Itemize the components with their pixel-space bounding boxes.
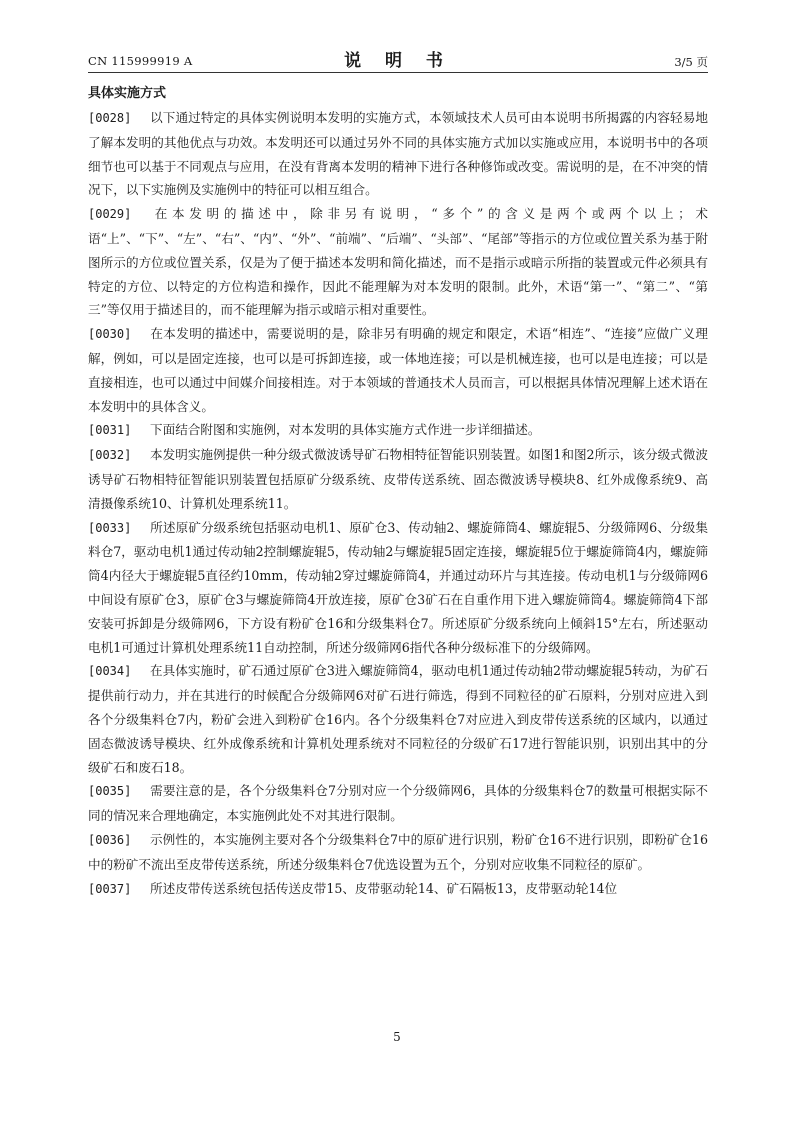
page-info: 3/5 页: [674, 55, 708, 69]
paragraph-number: [0028]: [88, 111, 132, 125]
paragraph-number: [0035]: [88, 784, 132, 799]
paragraph-text: 所述原矿分级系统包括驱动电机1、原矿仓3、传动轴2、螺旋筛筒4、螺旋辊5、分级筛网6、分级集料仓7，驱动电机1通过传动轴2控制螺旋辊5，传动轴2与螺旋辊5固定连接，螺旋辊5位于螺旋筛筒4内，螺旋筛筒4内径大于螺旋辊5直径约10mm，传动轴2穿过螺旋筛筒4，并通过动环片与其连接。传动电机1与分级筛网6中间设有原矿仓3，原矿仓3与螺旋筛筒4开放连接，原矿仓3矿石在自重作用下进入螺旋筛筒4。螺旋筛筒4下部安装可拆卸是分级筛网6，下方设有粉矿仓16和分级集料仓7。所述原矿分级系统向上倾斜15°左右，所述驱动电机1可通过计算机处理系统11自动控制，所述分级筛网6指代各种分级标准下的分级筛网。: [88, 519, 708, 655]
paragraph-text: 需要注意的是，各个分级集料仓7分别对应一个分级筛网6，具体的分级集料仓7的数量可根据实际不同的情况来合理地确定，本实施例此处不对其进行限制。: [88, 783, 708, 824]
paragraph: [88, 322, 708, 418]
page-number: 5: [393, 1030, 401, 1044]
paragraph-number: [0033]: [88, 520, 132, 535]
paragraph-number: [0031]: [88, 423, 132, 438]
section-title: 具体实施方式: [88, 86, 167, 101]
paragraph-number: [0029]: [88, 207, 132, 222]
paragraph-number: [0030]: [88, 327, 132, 342]
document-id: CN 115999919 A: [88, 54, 193, 68]
document-title: 说 明 书: [344, 51, 452, 71]
paragraph-number: [0037]: [88, 881, 132, 896]
paragraph: [88, 659, 708, 779]
paragraph-text: 所述皮带传送系统包括传送皮带15、皮带驱动轮14、矿石隔板13，皮带驱动轮14位: [150, 880, 618, 896]
paragraph-text: 在具体实施时，矿石通过原矿仓3进入螺旋筛筒4，驱动电机1通过传动轴2带动螺旋辊5转动，为矿石提供前行动力，并在其进行的时候配合分级筛网6对矿石进行筛选，得到不同粒径的矿石原料，分别对应进入到各个分级集料仓7内，粉矿会进入到粉矿仓16内。各个分级集料仓7对应进入到皮带传送系统的区域内，以通过固态微波诱导模块、红外成像系统和计算机处理系统对不同粒径的分级矿石17进行智能识别，识别出其中的分级矿石和废石18。: [88, 663, 708, 775]
paragraph: [88, 877, 708, 902]
paragraph: [88, 106, 708, 202]
paragraph-text: 以下通过特定的具体实例说明本发明的实施方式，本领域技术人员可由本说明书所揭露的内容轻易地了解本发明的其他优点与功效。本发明还可以通过另外不同的具体实施方式加以实施或应用，本说明书中的各项细节也可以基于不同观点与应用，在没有背离本发明的精神下进行各种修饰或改变。需说明的是，在不冲突的情况下，以下实施例及实施例中的特征可以相互组合。: [88, 110, 708, 198]
header-rule: [88, 72, 708, 73]
paragraph-number: [0036]: [88, 832, 132, 847]
paragraph-text: 在本发明的描述中，除非另有说明，“多个”的含义是两个或两个以上；术语“上”、“下”、“左”、“右”、“内”、“外”、“前端”、“后端”、“头部”、“尾部”等指示的方位或位置关系为基于附图所示的方位或位置关系，仅是为了便于描述本发明和简化描述，而不是指示或暗示所指的装置或元件必须具有特定的方位、以特定的方位构造和操作，因此不能理解为对本发明的限制。此外，术语“第一”、“第二”、“第三”等仅用于描述目的，而不能理解为指示或暗示相对重要性。: [88, 206, 708, 318]
paragraph-text: 下面结合附图和实施例，对本发明的具体实施方式作进一步详细描述。: [150, 422, 541, 438]
paragraph: [88, 828, 708, 877]
paragraph-number: [0032]: [88, 448, 132, 463]
paragraph: [88, 443, 708, 515]
paragraph-text: 示例性的，本实施例主要对各个分级集料仓7中的原矿进行识别，粉矿仓16不进行识别，即粉矿仓16中的粉矿不流出至皮带传送系统，所述分级集料仓7优选设置为五个，分别对应收集不同粒径的原矿。: [88, 831, 708, 872]
paragraph: [88, 202, 708, 322]
document-body: [88, 82, 708, 901]
paragraph: [88, 779, 708, 828]
paragraph-number: [0034]: [88, 664, 132, 679]
page-header: [88, 44, 708, 72]
paragraph: [88, 418, 708, 443]
paragraph: [88, 516, 708, 660]
paragraph-text: 在本发明的描述中，需要说明的是，除非另有明确的规定和限定，术语“相连”、“连接”应做广义理解，例如，可以是固定连接，也可以是可拆卸连接，或一体地连接；可以是机械连接，也可以是电连接；可以是直接相连，也可以通过中间媒介间接相连。对于本领域的普通技术人员而言，可以根据具体情况理解上述术语在本发明中的具体含义。: [88, 326, 708, 414]
paragraph-text: 本发明实施例提供一种分级式微波诱导矿石物相特征智能识别装置。如图1和图2所示，该分级式微波诱导矿石物相特征智能识别装置包括原矿分级系统、皮带传送系统、固态微波诱导模块8、红外成像系统9、高清摄像系统10、计算机处理系统11。: [88, 447, 708, 511]
